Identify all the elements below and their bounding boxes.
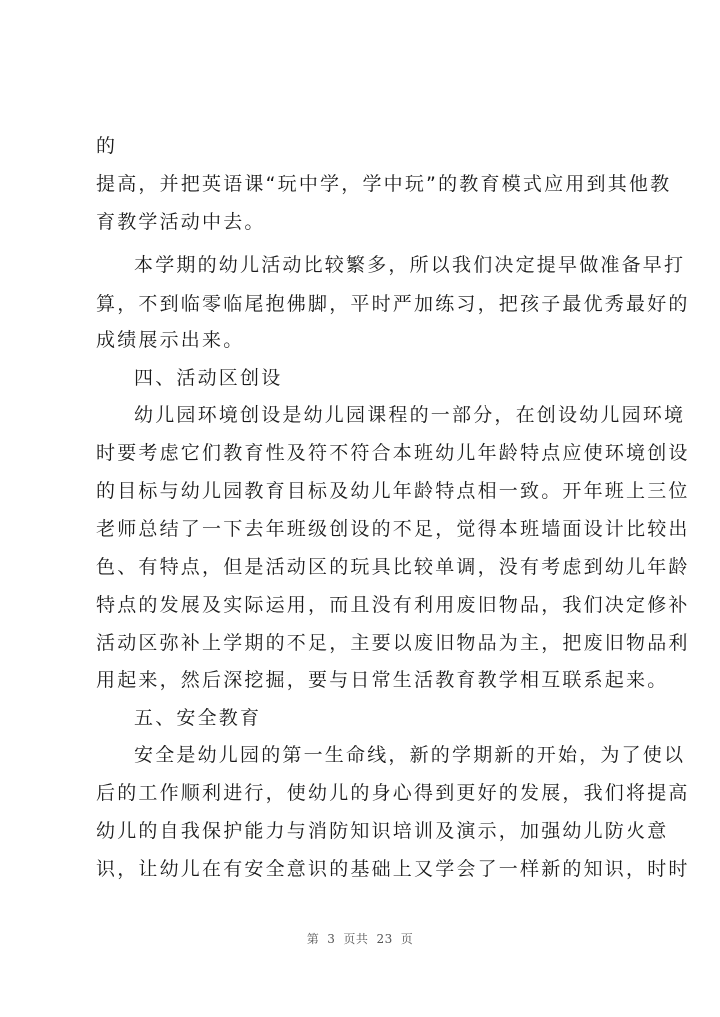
text-line: 的目标与幼儿园教育目标及幼儿年龄特点相一致。开年班上三位 xyxy=(96,480,690,502)
text-line: 提高，并把英语课“玩中学，学中玩”的教育模式应用到其他教 xyxy=(96,173,672,195)
text-line: 色、有特点，但是活动区的玩具比较单调，没有考虑到幼儿年龄 xyxy=(96,556,690,578)
text-line: 活动区弥补上学期的不足，主要以废旧物品为主，把废旧物品利 xyxy=(96,632,690,654)
current-page-number: 3 xyxy=(327,932,336,946)
text-line: 用起来，然后深挖掘，要与日常生活教育教学相互联系起来。 xyxy=(96,669,669,691)
text-line: 后的工作顺利进行，使幼儿的身心得到更好的发展，我们将提高 xyxy=(96,782,690,804)
footer-prefix: 第 xyxy=(306,932,320,946)
footer-suffix: 页 xyxy=(400,932,414,946)
text-line: 识，让幼儿在有安全意识的基础上又学会了一样新的知识，时时 xyxy=(96,858,690,880)
text-line: 算，不到临零临尾抱佛脚，平时严加练习，把孩子最优秀最好的 xyxy=(96,293,690,315)
text-line: 育教学活动中去。 xyxy=(96,211,266,233)
footer-middle: 页共 xyxy=(343,932,369,946)
text-line: 幼儿的自我保护能力与消防知识培训及演示，加强幼儿防火意 xyxy=(96,820,669,842)
text-line: 特点的发展及实际运用，而且没有利用废旧物品，我们决定修补 xyxy=(96,594,690,616)
paragraph-start: 幼儿园环境创设是幼儿园课程的一部分，在创设幼儿园环境 xyxy=(134,404,686,426)
text-line: 老师总结了一下去年班级创设的不足，觉得本班墙面设计比较出 xyxy=(96,518,690,540)
page-footer xyxy=(0,930,720,947)
text-line: 成绩展示出来。 xyxy=(96,329,245,351)
paragraph-start: 本学期的幼儿活动比较繁多，所以我们决定提早做准备早打 xyxy=(134,254,686,276)
section-heading: 五、安全教育 xyxy=(134,707,262,729)
text-line: 时要考虑它们教育性及符不符合本班幼儿年龄特点应使环境创设 xyxy=(96,442,690,464)
section-heading: 四、活动区创设 xyxy=(134,367,283,389)
total-page-count: 23 xyxy=(376,932,393,946)
paragraph-start: 安全是幼儿园的第一生命线，新的学期新的开始，为了使以 xyxy=(134,744,686,766)
text-line: 的 xyxy=(96,135,118,157)
